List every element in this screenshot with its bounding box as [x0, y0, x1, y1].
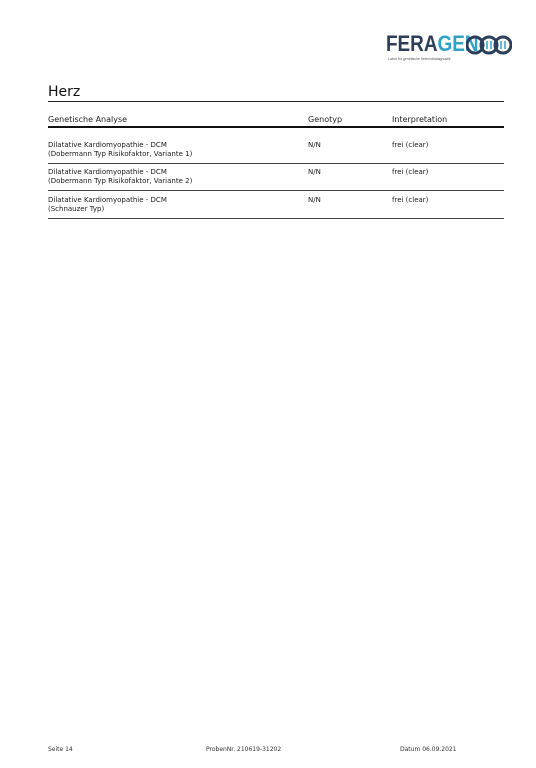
interpretation-value: frei (clear)	[392, 168, 429, 176]
results-table	[48, 111, 504, 126]
logo-wordmark-accent: GEN	[437, 31, 479, 56]
analysis-name	[48, 168, 298, 186]
analysis-line2: (Dobermann Typ Risikofaktor, Variante 1)	[48, 150, 193, 158]
logo-tagline: Labor für genetische Veterinärdiagnostik	[388, 57, 451, 61]
genotype-value: N/N	[308, 196, 321, 204]
footer-date: Datum 06.09.2021	[400, 746, 457, 753]
table-header	[48, 111, 504, 126]
analysis-line1: Dilatative Kardiomyopathie - DCM	[48, 168, 167, 176]
analysis-line2: (Schnauzer Typ)	[48, 205, 105, 213]
header-analysis: Genetische Analyse	[48, 115, 128, 124]
footer-sample-number: ProbenNr. 210619-31202	[206, 746, 282, 753]
genotype-value: N/N	[308, 141, 321, 149]
dna-chain-icon	[466, 34, 512, 56]
logo-wordmark-main: FERA	[386, 31, 438, 56]
header-genotype: Genotyp	[308, 115, 343, 124]
analysis-name	[48, 196, 298, 214]
row-divider	[48, 218, 504, 219]
analysis-line2: (Dobermann Typ Risikofaktor, Variante 2)	[48, 177, 193, 185]
header-divider	[48, 126, 504, 128]
row-divider	[48, 163, 504, 164]
row-divider	[48, 190, 504, 191]
analysis-line1: Dilatative Kardiomyopathie - DCM	[48, 141, 167, 149]
footer-page-number: Seite 14	[48, 746, 73, 753]
title-divider	[48, 101, 504, 102]
header-interpretation: Interpretation	[392, 115, 448, 124]
genotype-value: N/N	[308, 168, 321, 176]
section-title: Herz	[48, 84, 81, 100]
interpretation-value: frei (clear)	[392, 196, 429, 204]
analysis-line1: Dilatative Kardiomyopathie - DCM	[48, 196, 167, 204]
analysis-name	[48, 141, 298, 159]
logo-wordmark	[386, 32, 479, 56]
company-logo	[386, 32, 512, 64]
interpretation-value: frei (clear)	[392, 141, 429, 149]
